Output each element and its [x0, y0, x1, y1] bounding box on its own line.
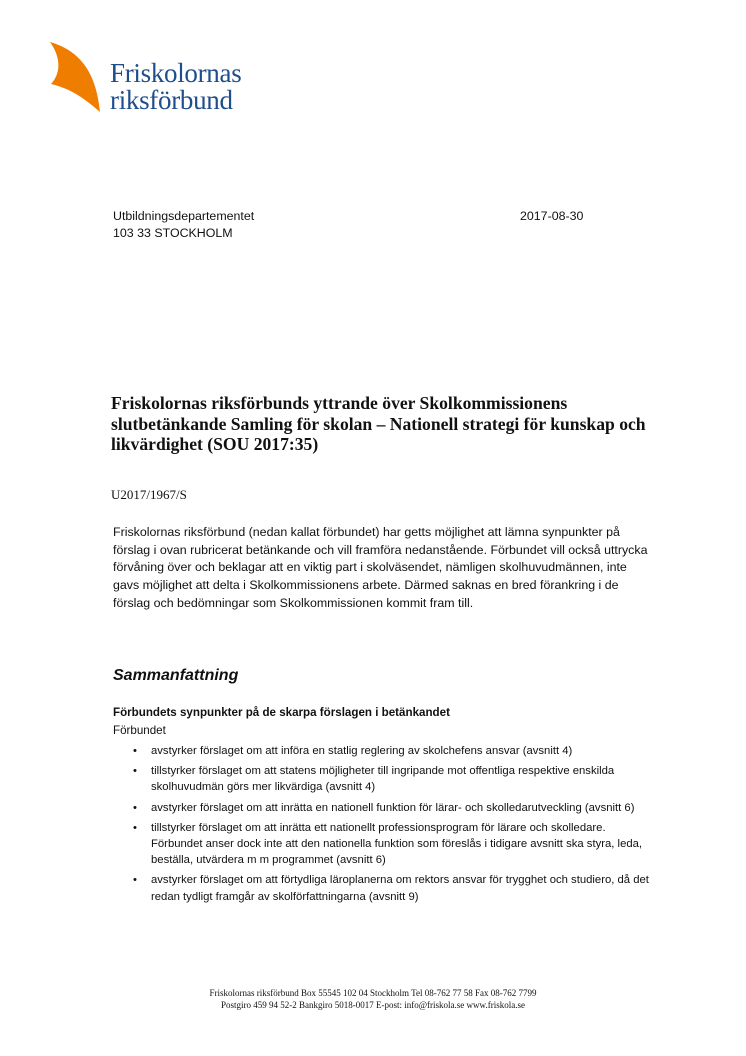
list-item — [113, 800, 658, 816]
orange-sail-icon — [48, 40, 118, 120]
bullet-icon: • — [133, 821, 137, 834]
bullet-icon: • — [133, 874, 137, 887]
summary-subheading: Förbundets synpunkter på de skarpa förslagen i betänkandet — [113, 706, 450, 719]
list-item-text: avstyrker förslaget om att förtydliga läroplanerna om rektors ansvar för trygghet och studiero, då det redan tydligt framgår av skolförfattningarna (avsnitt 9) — [151, 874, 649, 903]
list-item-text: tillstyrker förslaget om att inrätta ett nationellt professionsprogram för lärare och skolledare. Förbundet anser dock inte att den nationella funktion som föreslås i tidigare avsnitt ska styra, leda, beställa, utvärdera m m programmet (avsnitt 6) — [151, 821, 643, 867]
recipient-line-2: 103 33 STOCKHOLM — [113, 226, 233, 240]
intro-paragraph: Friskolornas riksförbund (nedan kallat förbundet) har getts möjlighet att lämna synpunkter på förslag i ovan rubricerat betänkande och vill framföra nedanstående. Förbundet vill också uttrycka förvåning över och beklagar att en viktig part i skolväsendet, nämligen skolhuvudmännen, inte gavs möjlighet att delta i Skolkommissionens arbete. Därmed saknas en bred förankring i de förslag och bedömningar som Skolkommissionen kommit fram till. — [113, 525, 648, 610]
logo-line-1: Friskolornas — [110, 58, 242, 88]
page-footer — [0, 987, 746, 1011]
list-item — [113, 820, 658, 869]
list-item-text: avstyrker förslaget om att införa en statlig reglering av skolchefens ansvar (avsnitt 4) — [151, 745, 573, 757]
footer-line-1: Friskolornas riksförbund Box 55545 102 04 Stockholm Tel 08-762 77 58 Fax 08-762 7799 — [209, 988, 537, 998]
recipient-address — [113, 208, 254, 242]
logo-line-2: riksförbund — [110, 85, 233, 115]
logo-wordmark — [110, 60, 241, 114]
recipient-line-1: Utbildningsdepartementet — [113, 209, 255, 223]
list-item — [113, 763, 658, 795]
document-date: 2017-08-30 — [520, 209, 584, 223]
list-item — [113, 743, 658, 759]
bullet-icon: • — [133, 745, 137, 757]
document-heading: Friskolornas riksförbunds yttrande över Skolkommissionens slutbetänkande Samling för skolan – Nationell strategi för kunskap och likvärdighet (SOU 2017:35) — [111, 393, 646, 454]
summary-lead: Förbundet — [113, 724, 166, 737]
bullet-icon: • — [133, 765, 137, 778]
list-item-text: avstyrker förslaget om att inrätta en nationell funktion för lärar- och skolledarutveckling (avsnitt 6) — [151, 801, 635, 814]
list-item-text: tillstyrker förslaget om att statens möjligheter till ingripande mot offentliga respektive enskilda skolhuvudmän görs mer likvärdiga (avsnitt 4) — [151, 765, 615, 794]
reference-number: U2017/1967/S — [111, 487, 187, 502]
summary-list — [113, 743, 658, 909]
summary-heading: Sammanfattning — [113, 667, 239, 684]
bullet-icon: • — [133, 801, 137, 814]
footer-line-2: Postgiro 459 94 52-2 Bankgiro 5018-0017 E-post: info@friskola.se www.friskola.se — [221, 1000, 525, 1010]
list-item — [113, 872, 658, 904]
